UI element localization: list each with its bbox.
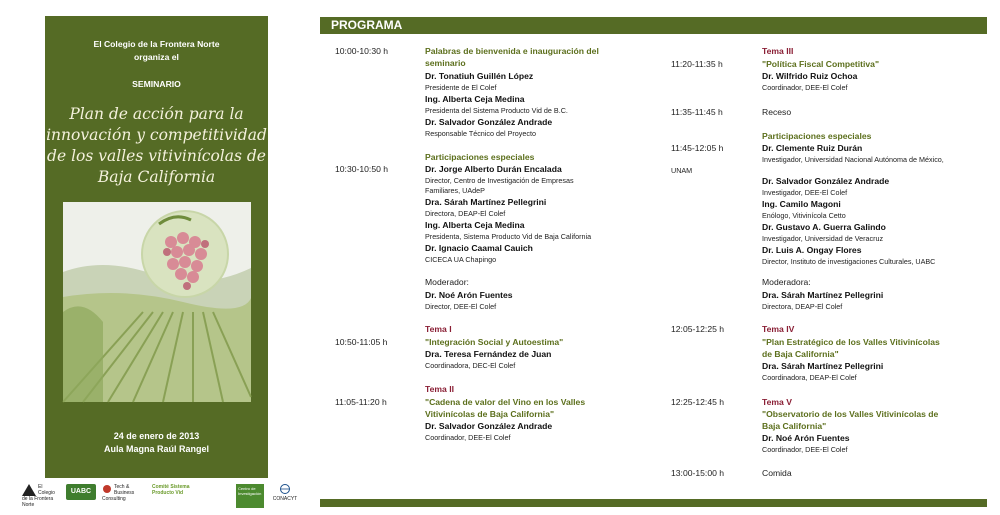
time-slot: 13:00-15:00 h	[671, 468, 725, 478]
speaker-name: Dr. Salvador González Andrade	[762, 176, 890, 186]
speaker-role: Coordinador, DEE-El Colef	[425, 433, 511, 442]
topic-title: Vitivinícolas de Baja California"	[425, 409, 555, 419]
colef-mark-icon	[22, 484, 36, 496]
logo-sistema-vid	[152, 484, 198, 504]
topic-label: Tema I	[425, 324, 452, 334]
speaker-role-continuation: UNAM	[671, 166, 693, 175]
speaker-name: Dr. Ignacio Caamal Cauich	[425, 243, 533, 253]
speaker-name: Dra. Sárah Martínez Pellegrini	[425, 197, 547, 207]
lunch-label: Comida	[762, 468, 792, 478]
seminar-title-line: innovación y competitividad	[46, 126, 267, 144]
speaker-role: Investigador, Universidad de Veracruz	[762, 234, 884, 243]
opening-title: Palabras de bienvenida e inauguración del seminario	[425, 46, 599, 68]
time-slot: 12:05-12:25 h	[671, 324, 725, 334]
topic-label: Tema IV	[762, 324, 795, 334]
speaker-role: Director, Centro de Investigación de Empresas	[425, 176, 574, 185]
time-slot: 10:00-10:30 h	[335, 46, 389, 56]
speaker-name: Ing. Camilo Magoni	[762, 199, 841, 209]
topic-title: "Plan Estratégico de los Valles Vitivinícolas	[762, 337, 940, 347]
program-header	[320, 17, 987, 34]
speaker-role: Investigador, DEE-El Colef	[762, 188, 848, 197]
speaker-role: Presidente de El Colef	[425, 83, 497, 92]
moderator-role: Directora, DEAP-El Colef	[762, 302, 843, 311]
seminar-title-line: Baja California	[97, 168, 216, 186]
speaker-role: Responsable Técnico del Proyecto	[425, 129, 536, 138]
speaker-name: Dr. Wilfrido Ruiz Ochoa	[762, 71, 858, 81]
logo-uabc	[66, 484, 96, 504]
speaker-name: Ing. Alberta Ceja Medina	[425, 220, 525, 230]
logo-uabc-text: UABC	[66, 484, 96, 500]
time-slot: 11:45-12:05 h	[671, 143, 724, 153]
speaker-name: Ing. Alberta Ceja Medina	[425, 94, 525, 104]
speaker-role: Familiares, UAdeP	[425, 186, 485, 195]
speaker-name: Dr. Jorge Alberto Durán Encalada	[425, 164, 562, 174]
topic-label: Tema V	[762, 397, 792, 407]
logo-tbc	[102, 484, 144, 504]
logo-conacyt	[272, 484, 298, 504]
logo-tbc-text: Tech & Business Consulting	[102, 484, 135, 502]
logo-conacyt-text: CONACYT	[272, 496, 298, 502]
time-slot: 10:50-11:05 h	[335, 337, 388, 347]
organizer-name: El Colegio de la Frontera Norte	[93, 39, 220, 49]
time-slot: 11:05-11:20 h	[335, 397, 387, 407]
moderator-label: Moderador:	[425, 277, 469, 287]
speaker-name: Dr. Gustavo A. Guerra Galindo	[762, 222, 886, 232]
vineyard-illustration	[63, 202, 251, 402]
footer-bar	[320, 499, 987, 507]
speaker-role: Coordinador, DEE-El Colef	[762, 445, 848, 454]
recess-label: Receso	[762, 107, 792, 117]
speaker-role: Presidenta del Sistema Producto Vid de B.C.	[425, 106, 568, 115]
logo-colef-text: El Colegio de la Frontera Norte	[22, 484, 55, 508]
tbc-star-icon	[102, 484, 112, 494]
topic-label: Tema II	[425, 384, 454, 394]
speaker-role: Coordinador, DEE-El Colef	[762, 83, 848, 92]
logo-colef	[22, 484, 60, 508]
speaker-name: Dr. Salvador González Andrade	[425, 421, 553, 431]
topic-title: "Observatorio de los Valles Vitivinícolas de	[762, 409, 939, 419]
speaker-role: Enólogo, Vitivinícola Cetto	[762, 211, 846, 220]
topic-title: de Baja California"	[762, 349, 839, 359]
speaker-name: Dr. Tonatiuh Guillén López	[425, 71, 534, 81]
speaker-name: Dra. Sárah Martínez Pellegrini	[762, 361, 884, 371]
logo-cicesa	[236, 484, 264, 504]
speaker-name: Dr. Luis A. Ongay Flores	[762, 245, 862, 255]
cover-panel	[45, 16, 268, 478]
topic-title: "Política Fiscal Competitiva"	[762, 59, 880, 69]
speaker-role: CICECA UA Chapingo	[425, 255, 497, 264]
moderator-label: Moderadora:	[762, 277, 811, 287]
sponsor-logos	[20, 484, 300, 506]
moderator-name: Dra. Sárah Martínez Pellegrini	[762, 290, 884, 300]
topic-title: "Integración Social y Autoestima"	[425, 337, 564, 347]
conacyt-globe-icon	[279, 484, 291, 494]
special-participations-title: Participaciones especiales	[425, 152, 535, 162]
event-date-venue	[45, 430, 268, 456]
topic-label: Tema III	[762, 46, 794, 56]
time-slot: 11:35-11:45 h	[671, 107, 723, 117]
seminar-label: SEMINARIO	[132, 79, 181, 89]
seminar-title-line: Plan de acción para la	[69, 105, 244, 123]
organizes-text: organiza el	[134, 52, 179, 62]
program-title: PROGRAMA	[331, 18, 403, 32]
speaker-role: Presidenta, Sistema Producto Vid de Baja California	[425, 232, 592, 241]
speaker-role: Coordinadora, DEAP-El Colef	[762, 373, 857, 382]
speaker-role: Directora, DEAP-El Colef	[425, 209, 506, 218]
speaker-role: Coordinadora, DEC-El Colef	[425, 361, 516, 370]
topic-title: Baja California"	[762, 421, 827, 431]
seminar-title-line: de los valles vitivinícolas de	[47, 147, 266, 165]
speaker-name: Dra. Teresa Fernández de Juan	[425, 349, 552, 359]
moderator-role: Director, DEE-El Colef	[425, 302, 497, 311]
event-venue: Aula Magna Raúl Rangel	[103, 444, 210, 454]
speaker-name: Dr. Clemente Ruiz Durán	[762, 143, 863, 153]
time-slot: 12:25-12:45 h	[671, 397, 725, 407]
vineyard-photo	[63, 202, 251, 402]
speaker-name: Dr. Salvador González Andrade	[425, 117, 553, 127]
special-participations-title: Participaciones especiales	[762, 131, 872, 141]
time-slot: 11:20-11:35 h	[671, 59, 723, 69]
event-date: 24 de enero de 2013	[113, 431, 200, 441]
speaker-name: Dr. Noé Arón Fuentes	[762, 433, 850, 443]
logo-vid-text: Comité Sistema Producto Vid	[152, 484, 190, 496]
seminar-title	[45, 104, 268, 188]
speaker-role: Director, Instituto de investigaciones Culturales, UABC	[762, 257, 936, 266]
time-slot: 10:30-10:50 h	[335, 164, 389, 174]
moderator-name: Dr. Noé Arón Fuentes	[425, 290, 513, 300]
topic-title: "Cadena de valor del Vino en los Valles	[425, 397, 586, 407]
speaker-role: Investigador, Universidad Nacional Autónoma de México,	[762, 155, 944, 164]
logo-cicesa-text: Centro de Investigación	[236, 484, 264, 508]
